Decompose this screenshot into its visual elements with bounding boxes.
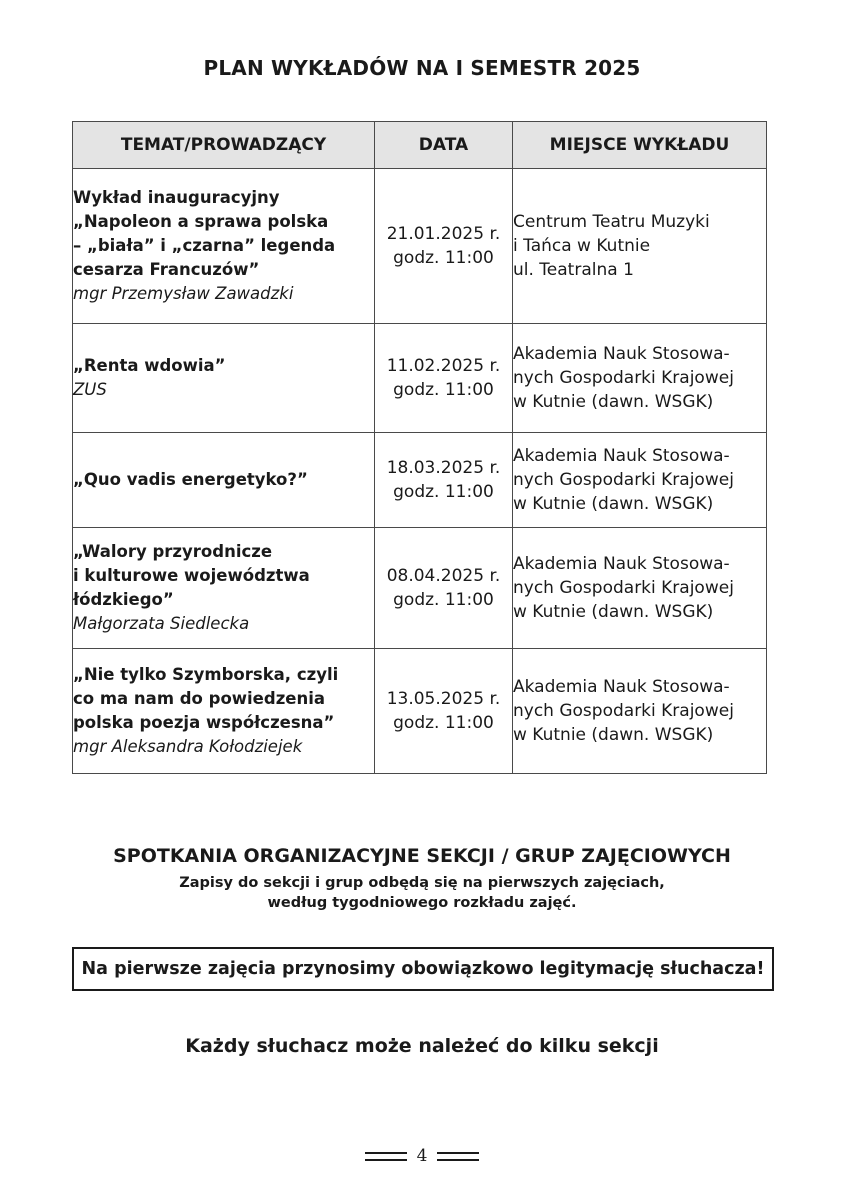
page-number: 4 (416, 1146, 428, 1166)
column-header-date: DATA (375, 122, 513, 169)
table-row (73, 528, 767, 649)
lecture-date: 08.04.2025 r. godz. 11:00 (375, 528, 513, 649)
lecture-place: Akademia Nauk Stosowa- nych Gospodarki Krajowej w Kutnie (dawn. WSGK) (513, 433, 767, 528)
topic-cell (73, 169, 375, 324)
id-card-notice-text: Na pierwsze zajęcia przynosimy obowiązkowo legitymację słuchacza! (81, 959, 765, 979)
lecture-schedule-table (72, 121, 767, 774)
lecture-date: 21.01.2025 r. godz. 11:00 (375, 169, 513, 324)
table-header-row (73, 122, 767, 169)
topic-cell (73, 324, 375, 433)
column-header-place: MIEJSCE WYKŁADU (513, 122, 767, 169)
table-row (73, 169, 767, 324)
page-title: PLAN WYKŁADÓW NA I SEMESTR 2025 (203, 56, 641, 80)
lecture-topic: Wykład inauguracyjny „Napoleon a sprawa polska – „biała” i „czarna” legenda cesarza Francuzów” (73, 188, 336, 279)
page-footer (0, 1146, 844, 1166)
id-card-notice (72, 947, 774, 991)
column-header-topic: TEMAT/PROWADZĄCY (73, 122, 375, 169)
lecture-place: Akademia Nauk Stosowa- nych Gospodarki Krajowej w Kutnie (dawn. WSGK) (513, 649, 767, 774)
lecture-topic: „Nie tylko Szymborska, czyli co ma nam do powiedzenia polska poezja współczesna” (73, 665, 339, 732)
lecture-place: Akademia Nauk Stosowa- nych Gospodarki Krajowej w Kutnie (dawn. WSGK) (513, 528, 767, 649)
topic-cell (73, 433, 375, 528)
footer-rule-right (437, 1152, 479, 1161)
membership-note: Każdy słuchacz może należeć do kilku sekcji (185, 1035, 659, 1057)
lecture-date: 13.05.2025 r. godz. 11:00 (375, 649, 513, 774)
lecture-date: 18.03.2025 r. godz. 11:00 (375, 433, 513, 528)
lecturer-name: ZUS (73, 380, 107, 399)
topic-cell (73, 649, 375, 774)
table-row (73, 324, 767, 433)
topic-cell (73, 528, 375, 649)
lecture-place: Akademia Nauk Stosowa- nych Gospodarki Krajowej w Kutnie (dawn. WSGK) (513, 324, 767, 433)
lecturer-name: mgr Przemysław Zawadzki (73, 284, 294, 303)
lecture-topic: „Renta wdowia” (73, 356, 226, 375)
lecture-topic: „Quo vadis energetyko?” (73, 470, 308, 489)
lecturer-name: mgr Aleksandra Kołodziejek (73, 737, 303, 756)
section-meetings-title: SPOTKANIA ORGANIZACYJNE SEKCJI / GRUP ZAJĘCIOWYCH (113, 845, 731, 867)
table-row (73, 649, 767, 774)
section-meetings-subtitle: Zapisy do sekcji i grup odbędą się na pierwszych zajęciach, według tygodniowego rozkładu zajęć. (179, 875, 665, 911)
lecture-topic: „Walory przyrodnicze i kulturowe województwa łódzkiego” (73, 542, 310, 609)
lecturer-name: Małgorzata Siedlecka (73, 614, 250, 633)
footer-rule-left (365, 1152, 407, 1161)
table-row (73, 433, 767, 528)
lecture-date: 11.02.2025 r. godz. 11:00 (375, 324, 513, 433)
lecture-place: Centrum Teatru Muzyki i Tańca w Kutnie ul. Teatralna 1 (513, 169, 767, 324)
